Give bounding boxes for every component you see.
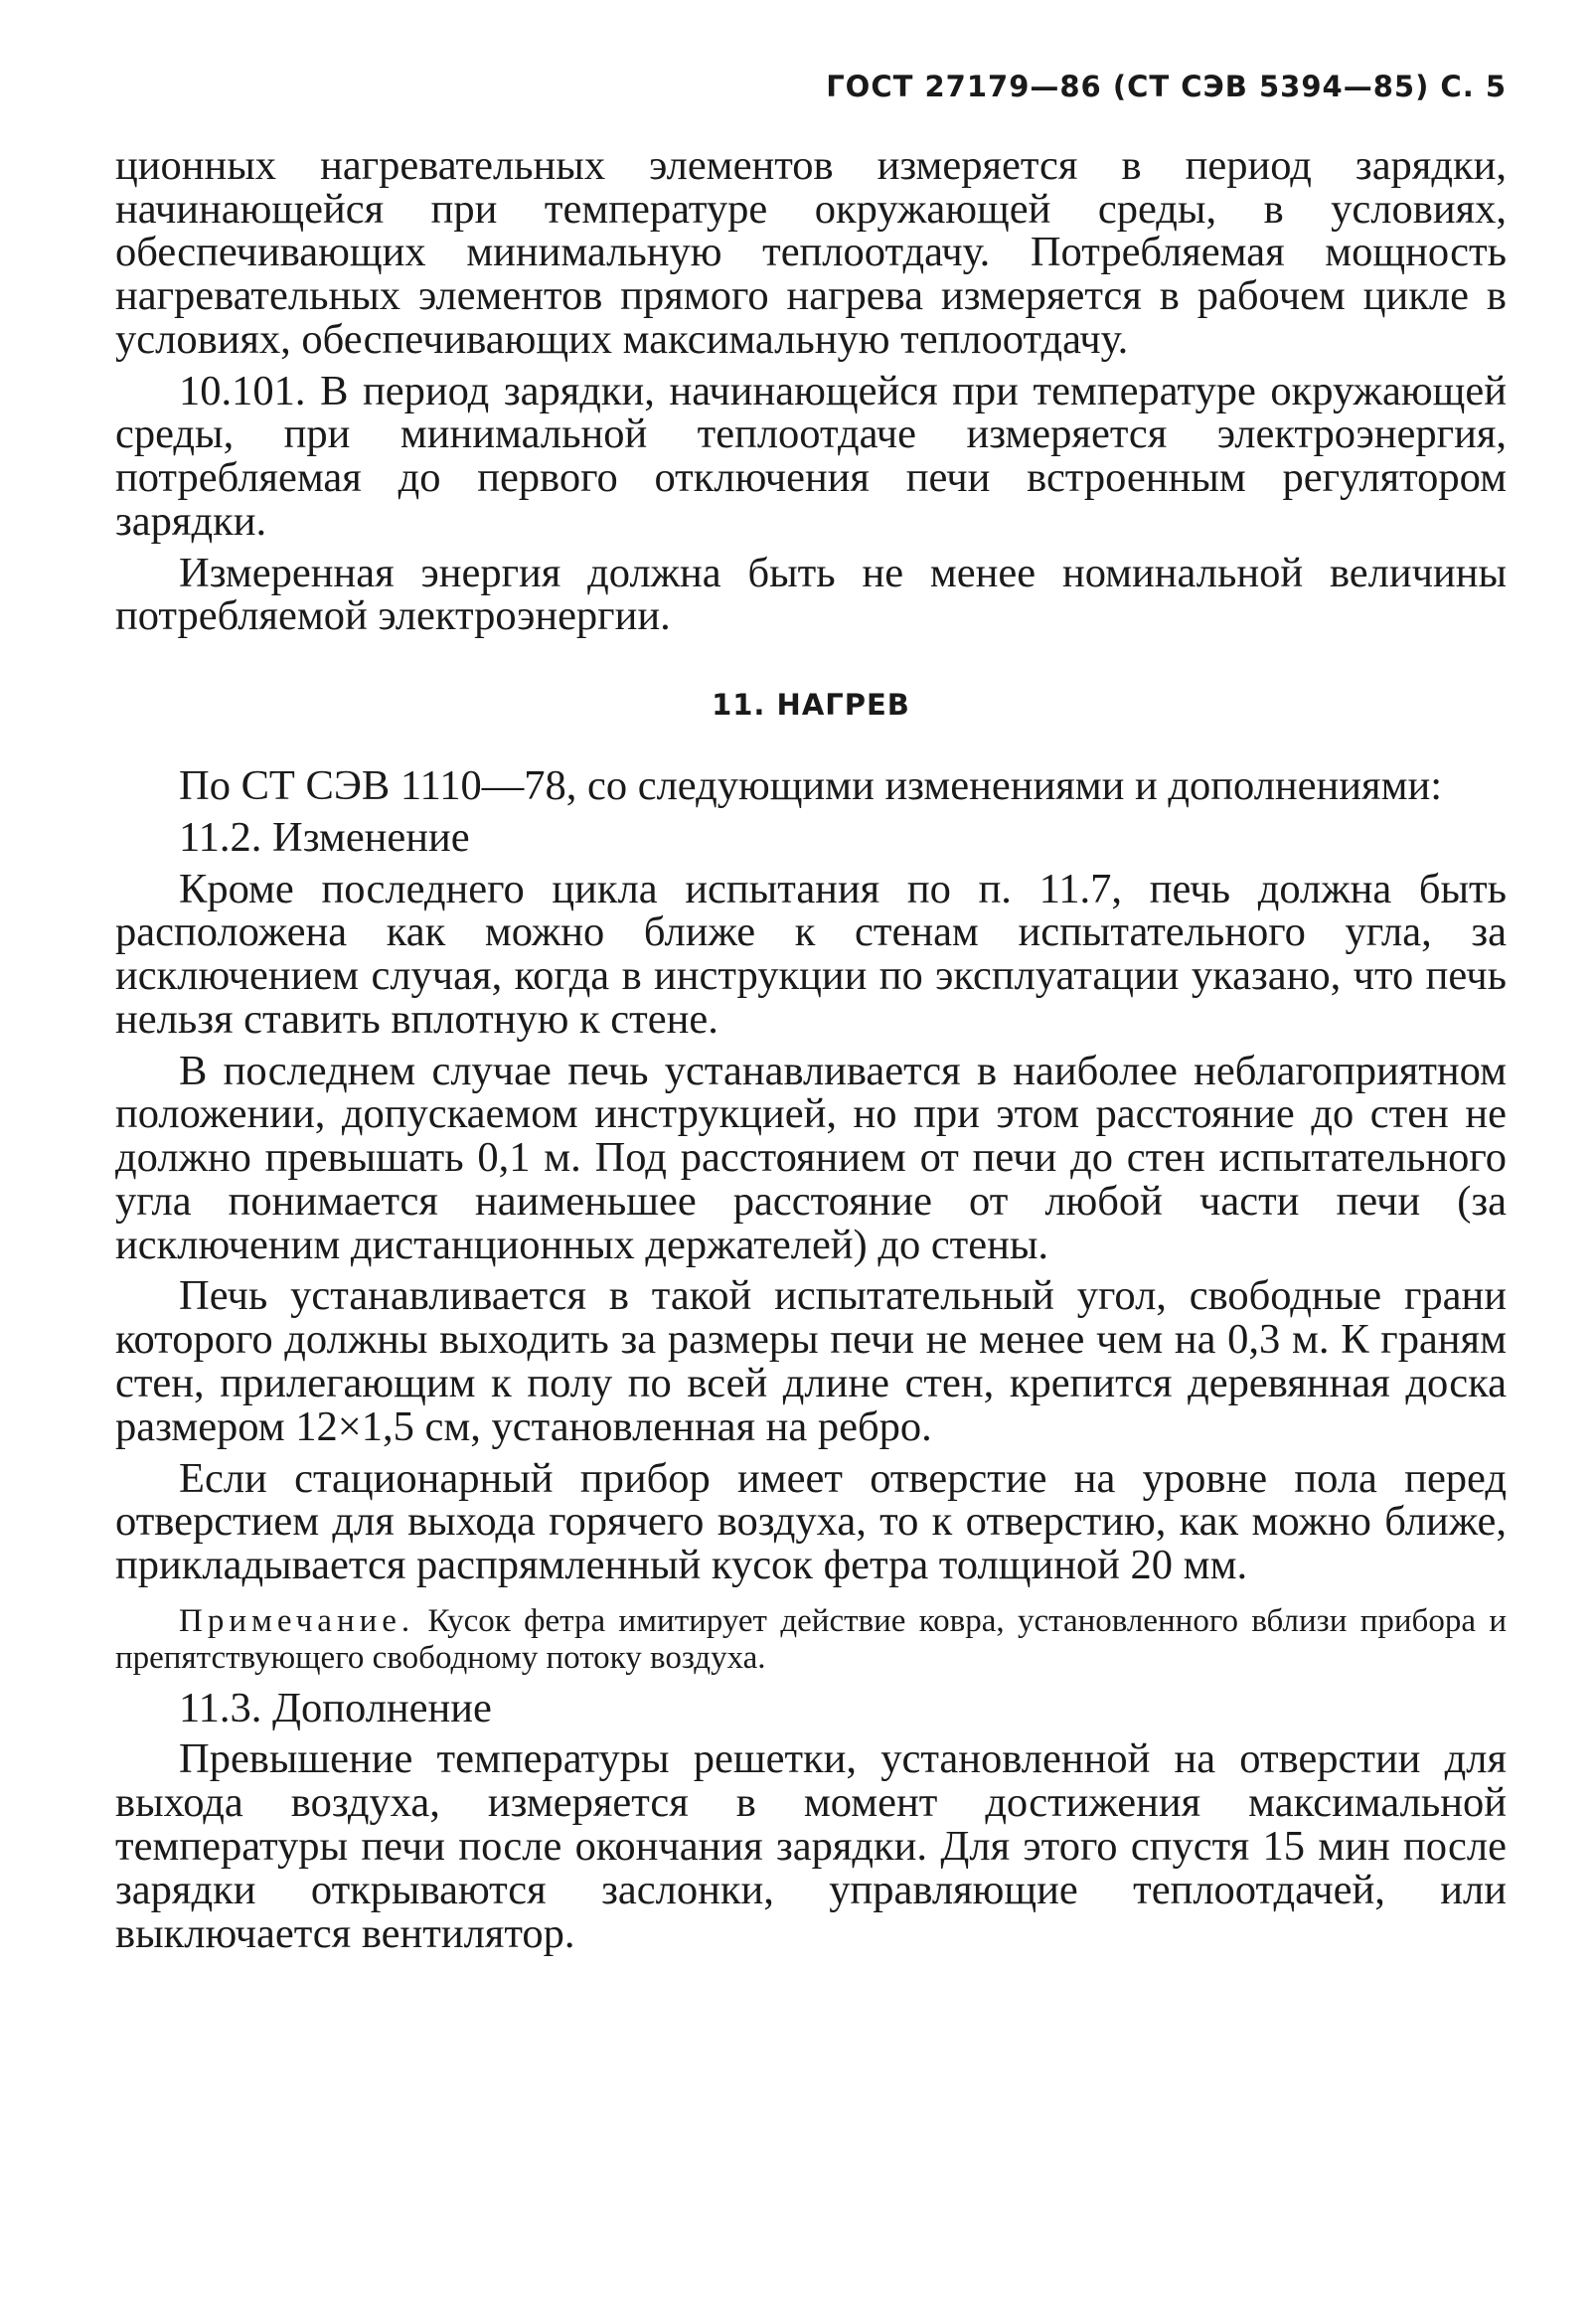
section-heading: 11. НАГРЕВ — [712, 688, 910, 723]
clause-11-2-paragraph: В последнем случае печь устанавливается в наиболее неблагоприятном положении, допускаемом инструкцией, но при этом расстояние до стен не должно превышать 0,1 м. Под расстоянием от печи до стен испытательного угла понимается наименьшее расстояние от любой части печи (за исключеним дистанционных держателей) до стены. — [115, 1047, 1507, 1268]
clause-11-3-title: 11.3. Дополнение — [179, 1684, 492, 1731]
clause-11-2-paragraph: Если стационарный прибор имеет отверстие на уровне пола перед отверстием для выхода горячего воздуха, то к отверстию, как можно ближе, прикладывается распрямленный кусок фетра толщиной 20 мм. — [115, 1454, 1507, 1589]
note-text: Кусок фетра имитирует действие ковра, установленного вблизи прибора и препятствующего свободному потоку воздуха. — [115, 1602, 1508, 1676]
clause-11-2-title: 11.2. Изменение — [179, 813, 470, 861]
paragraph-clause-10-101: 10.101. В период зарядки, начинающейся при температуре окружающей среды, при минимальной теплоотдаче измеряется электроэнергия, потребляемая до первого отключения печи встроенным регулятором зарядки. — [115, 367, 1507, 545]
paragraph-continuation: ционных нагревательных элементов измеряется в период зарядки, начинающейся при температуре окружающей среды, в условиях, обеспечивающих минимальную теплоотдачу. Потребляемая мощность нагревательных элементов прямого нагрева измеряется в рабочем цикле в условиях, обеспечивающих максимальную теплоотдачу. — [115, 141, 1507, 363]
note — [115, 1603, 1507, 1677]
section-intro: По СТ СЭВ 1110—78, со следующими изменениями и дополнениями: — [179, 762, 1443, 810]
paragraph-measured-energy: Измеренная энергия должна быть не менее номинальной величины потребляемой электроэнергии. — [115, 549, 1507, 640]
running-header: ГОСТ 27179—86 (СТ СЭВ 5394—85) С. 5 — [826, 70, 1507, 103]
clause-11-3-paragraph: Превышение температуры решетки, установленной на отверстии для выхода воздуха, измеряется в момент достижения максимальной температуры печи после окончания зарядки. Для этого спустя 15 мин после зарядки открываются заслонки, управляющие теплоотдачей, или выключается вентилятор. — [115, 1735, 1507, 1957]
clause-11-2-paragraph: Печь устанавливается в такой испытательный угол, свободные грани которого должны выходить за размеры печи не менее чем на 0,3 м. К граням стен, прилегающим к полу по всей длине стен, крепится деревянная доска размером 12×1,5 см, установленная на ребро. — [115, 1272, 1507, 1450]
clause-11-2-paragraph: Кроме последнего цикла испытания по п. 11.7, печь должна быть расположена как можно ближе к стенам испытательного угла, за исключением случая, когда в инструкции по эксплуатации указано, что печь нельзя ставить вплотную к стене. — [115, 865, 1507, 1043]
note-label: Примечание. — [179, 1602, 415, 1639]
